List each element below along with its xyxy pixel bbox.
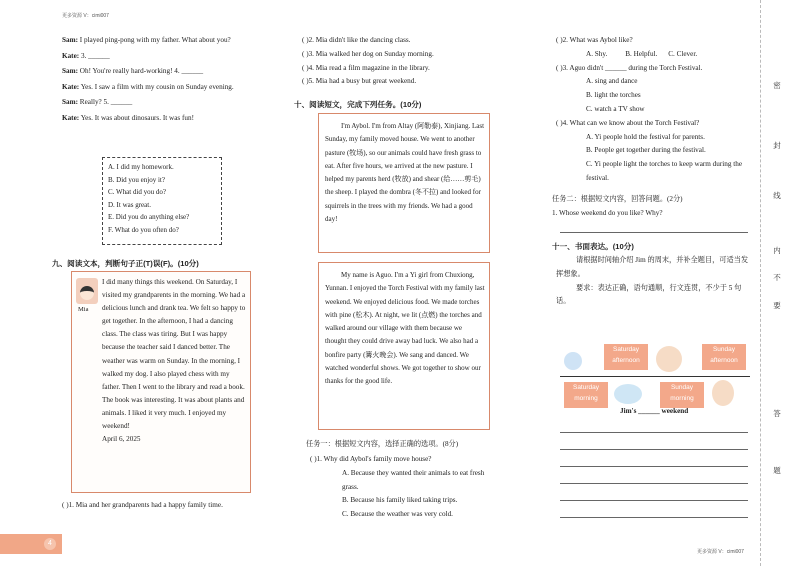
timeline-label: Sunday afternoon (702, 344, 746, 370)
diary-text: I did many things this weekend. On Saturday, I visited my grandparents in the morning. We had a delicious lunch and drank tea. We felt so happy to get together. In the afternoon, I had a dancing class. The class was tiring. But I was happy because the teacher said I danced better. The weather was warm on Sunday. In the morning, I walked my dog. I also played chess with my father. Then I went to the library and read a book. The book was interesting. It was about plants and animals. I liked it very much. I enjoyed my weekend! April 6, 2025 (102, 278, 246, 444)
dialog-line: Sam: I played ping-pong with my father. What about you? (62, 36, 231, 44)
seal-char: 内 (773, 246, 781, 255)
tf-item: ( )4. Mia read a film magazine in the library. (302, 63, 430, 72)
timeline-label: Saturday morning (564, 382, 608, 408)
task2 (552, 193, 752, 221)
timeline-label: Sunday morning (660, 382, 704, 408)
seal-char: 密 (773, 81, 781, 90)
passage-aybol: I'm Aybol. I'm from Altay (阿勒泰), Xinjiang. Last Sunday, my family moved house. We went to another pasture (牧场), so our animals could have fresh grass to eat. After five hours, we arrived at the new pasture. I helped my parents herd (牧放) and shear (给……剪毛) the sheep. I played the dombra (冬不拉) and looked for squirrels in the trees with my friends. We had a good day! (318, 113, 490, 253)
mia-name: Mia (78, 306, 89, 313)
task2-question: 1. Whose weekend do you like? Why? (552, 208, 663, 217)
essay-title: Jim's ______ weekend (620, 407, 689, 415)
page-number: 4 (44, 538, 56, 550)
section-9-title: 九、阅读文本，判断句子正(T)误(F)。(10分) (52, 259, 199, 268)
dialog-line: Kate: Yes. It was about dinosaurs. It was fun! (62, 113, 194, 122)
middle-tf-list (302, 34, 497, 89)
option: E. Did you do anything else? (108, 213, 190, 221)
seal-char: 题 (773, 466, 781, 475)
page-number-tab (0, 534, 62, 554)
boy-basketball-picture (712, 380, 734, 406)
dialog-line: Sam: Really? 5. ______ (62, 98, 133, 106)
diary-box (71, 271, 251, 493)
option: C. What did you do? (108, 188, 167, 196)
dialog-line: Kate: 3. ______ (62, 51, 110, 60)
footer-watermark: 更多资源 V：cimi007 (697, 549, 744, 555)
section-10-title: 十、阅读短文，完成下列任务。(10分) (294, 100, 422, 109)
option: A. I did my homework. (108, 163, 174, 171)
weekend-timeline (560, 344, 750, 414)
tf-item: ( )5. Mia had a busy but great weekend. (302, 77, 417, 86)
boy-computer-picture (564, 352, 582, 370)
seal-char: 封 (773, 141, 781, 150)
passage-aguo: My name is Aguo. I'm a Yi girl from Chuxiong, Yunnan. I enjoyed the Torch Festival with my family last weekend. We enjoyed delicious food. We made torches with pine (松木). At night, we lit (点燃) the torches and walked around our village with them because we thought they could drive away bad luck. We also had a bonfire party (篝火晚会). We sang and danced. We watched wonderful shows. We got together to show our thanks for the good life. (318, 262, 490, 430)
task2-title: 任务二：根据短文内容，回答问题。(2分) (552, 195, 683, 203)
seal-char: 线 (773, 191, 781, 200)
timeline-axis (560, 376, 750, 377)
task1-title: 任务一：根据短文内容，选择正确的选项。(8分) (306, 440, 459, 448)
section-11-title: 十一、书面表达。(10分) (552, 242, 634, 251)
header-watermark: 更多资源 V：cimi007 (62, 13, 109, 19)
seal-dashed-line (760, 0, 761, 566)
timeline-label: Saturday afternoon (604, 344, 648, 370)
task1-q2-q4: ( )2. What was Aybol like? A. Shy. B. Helpful. C. Clever. ( )3. Aguo didn't ______ during the Torch Festival. A. sing and dance B. light the torches C. watch a TV show ( )4. What can we know about the Torch Festival? A. Yi people hold the festival for parents. B. People get together during the festival. C. Yi people light the torches to keep warm during the festival. (556, 36, 743, 182)
tf-item: ( )3. Mia walked her dog on Sunday morning. (302, 49, 434, 58)
seal-char: 答 (773, 409, 781, 418)
task1-q1: ( )1. Why did Aybol's family move house? A. Because they wanted their animals to eat fresh grass. B. Because his family liked taking trips. C. Because the weather was very cold. (310, 455, 485, 519)
option: F. What do you often do? (108, 225, 179, 234)
option: B. Did you enjoy it? (108, 175, 165, 184)
boy-cooking-picture (656, 346, 682, 372)
seal-char: 要 (773, 301, 781, 310)
seal-char: 不 (773, 273, 781, 282)
boy-swimming-picture (614, 384, 642, 404)
dialog-line: Sam: Oh! You're really hard-working! 4. ______ (62, 67, 204, 75)
mia-avatar (76, 278, 98, 304)
options-box (102, 157, 222, 245)
option: D. It was great. (108, 200, 151, 209)
tf-item: ( )2. Mia didn't like the dancing class. (302, 36, 411, 44)
sec11-prompt: 请根据时间轴介绍 Jim 的周末，并补全题目，可适当发挥想象。 要求：表达正确，语句通顺，行文连贯，不少于 5 句话。 (556, 256, 749, 306)
sec9-q1: ( )1. Mia and her grandparents had a happy family time. (62, 501, 223, 509)
diary-date: April 6, 2025 (102, 435, 141, 444)
dialog-line: Kate: Yes. I saw a film with my cousin on Sunday evening. (62, 82, 234, 91)
